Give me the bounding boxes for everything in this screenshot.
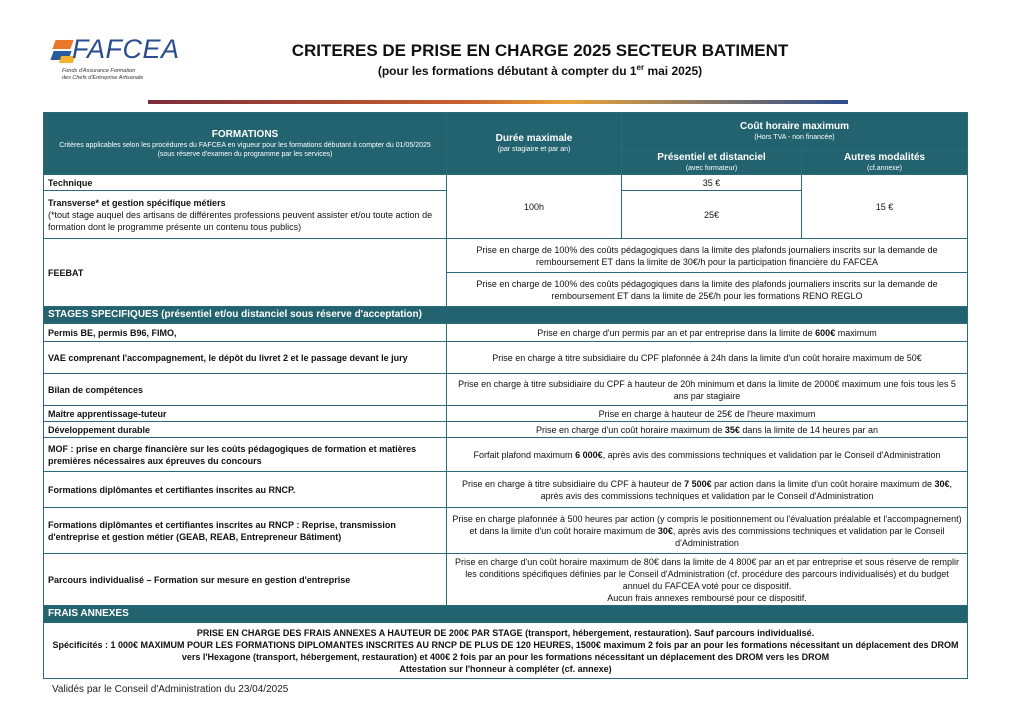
row-label: Parcours individualisé – Formation sur mesure en gestion d'entreprise xyxy=(44,554,447,606)
fafcea-logo xyxy=(52,34,180,86)
table-row xyxy=(44,422,968,438)
header-cout: Coût horaire maximum (Hors TVA - non financée) xyxy=(622,113,968,151)
row-label: Développement durable xyxy=(44,422,447,438)
table-row xyxy=(44,342,968,374)
row-label: Maître apprentissage-tuteur xyxy=(44,406,447,422)
row-label: Transverse* et gestion spécifique métiers (*tout stage auquel des artisans de différentes professions peuvent assister et/ou toute action de formation dont le programme présente un contenu tous publics) xyxy=(44,191,447,239)
table-row xyxy=(44,438,968,472)
table-row xyxy=(44,472,968,508)
section-header xyxy=(44,606,968,623)
row-value: Prise en charge d'un permis par an et par entreprise dans la limite de 600€ maximum xyxy=(447,324,968,342)
cost-value: 35 € xyxy=(622,175,802,191)
autres-value: 15 € xyxy=(802,175,968,239)
header-duree: Durée maximale (par stagiaire et par an) xyxy=(447,113,622,175)
row-label: Bilan de compétences xyxy=(44,374,447,406)
row-label: Formations diplômantes et certifiantes inscrites au RNCP. xyxy=(44,472,447,508)
page-title: CRITERES DE PRISE EN CHARGE 2025 SECTEUR BATIMENT xyxy=(291,41,789,60)
row-value: Prise en charge à titre subsidiaire du CPF plafonnée à 24h dans la limite d'un coût horaire maximum de 50€ xyxy=(447,342,968,374)
row-value: Prise en charge d'un coût horaire maximum de 35€ dans la limite de 14 heures par an xyxy=(447,422,968,438)
row-value: Prise en charge à titre subsidiaire du CPF à hauteur de 20h minimum et dans la limite de 2000€ maximum une fois tous les 5 ans par stagiaire xyxy=(447,374,968,406)
table-row xyxy=(44,324,968,342)
row-label: FEEBAT xyxy=(44,239,447,307)
validation-footer: Validés par le Conseil d'Administration du 23/04/2025 xyxy=(52,684,289,695)
table-row xyxy=(44,554,968,606)
row-label: MOF : prise en charge financière sur les coûts pédagogiques de formation et matières premières nécessaires aux épreuves du concours xyxy=(44,438,447,472)
row-value: Prise en charge plafonnée à 500 heures par action (y compris le positionnement ou l'évaluation préalable et l'accompagnement) et dans la limite d'un coût horaire maximum de 30€, après avis des commissions techniques et validation par le Conseil d'Administration xyxy=(447,508,968,554)
header-formations: FORMATIONS Critères applicables selon les procédures du FAFCEA en vigueur pour les formations débutant à compter du 01/05/2025 (sous réserve d'examen du programme par les services) xyxy=(44,113,447,175)
table-row xyxy=(44,374,968,406)
color-divider xyxy=(148,100,848,104)
section-title: FRAIS ANNEXES xyxy=(44,606,968,623)
duree-value: 100h xyxy=(447,175,622,239)
row-value: Prise en charge d'un coût horaire maximum de 80€ dans la limite de 4 800€ par an et par entreprise et sous réserve de remplir les conditions spécifiques définies par le Conseil d'Administration (cf. procédure des parcours individualisés) et du budget annuel du FAFCEA voté pour ce dispositif. Aucun frais annexes remboursé pour ce dispositif. xyxy=(447,554,968,606)
row-label: Permis BE, permis B96, FIMO, xyxy=(44,324,447,342)
logo-tagline: Fonds d'Assurance Formation des Chefs d'Entreprise Artisanale xyxy=(62,68,144,81)
table-header-row xyxy=(44,113,968,151)
table-row xyxy=(44,508,968,554)
table-row xyxy=(44,406,968,422)
table-row xyxy=(44,239,968,273)
logo-mark xyxy=(52,40,73,49)
page-subtitle: (pour les formations débutant à compter du 1er mai 2025) xyxy=(377,63,703,78)
criteria-table xyxy=(43,112,968,679)
header-autres: Autres modalités (cf.annexe) xyxy=(802,151,968,175)
section-title: STAGES SPECIFIQUES (présentiel et/ou distanciel sous réserve d'acceptation) xyxy=(44,307,968,324)
header-presentiel: Présentiel et distanciel (avec formateur) xyxy=(622,151,802,175)
row-label: VAE comprenant l'accompagnement, le dépôt du livret 2 et le passage devant le jury xyxy=(44,342,447,374)
row-value: Prise en charge de 100% des coûts pédagogiques dans la limite des plafonds journaliers inscrits sur la demande de remboursement ET dans la limite de 25€/h pour les formations RENO REGLO xyxy=(447,273,968,307)
row-value: Prise en charge de 100% des coûts pédagogiques dans la limite des plafonds journaliers inscrits sur la demande de remboursement ET dans la limite de 30€/h pour la participation financière du FAFCEA xyxy=(447,239,968,273)
row-label: Technique xyxy=(44,175,447,191)
cost-value: 25€ xyxy=(622,191,802,239)
table-row xyxy=(44,175,968,191)
row-value: Forfait plafond maximum 6 000€, après avis des commissions techniques et validation par le Conseil d'Administration xyxy=(447,438,968,472)
row-value: Prise en charge à titre subsidiaire du CPF à hauteur de 7 500€ par action dans la limite d'un coût horaire maximum de 30€, après avis des commissions techniques et validation par le Conseil d'Administration xyxy=(447,472,968,508)
row-label: Formations diplômantes et certifiantes inscrites au RNCP : Reprise, transmission d'entreprise et gestion métier (GEAB, REAB, Entrepreneur Bâtiment) xyxy=(44,508,447,554)
row-value: Prise en charge à hauteur de 25€ de l'heure maximum xyxy=(447,406,968,422)
frais-annexes-text: PRISE EN CHARGE DES FRAIS ANNEXES A HAUTEUR DE 200€ PAR STAGE (transport, hébergement, restauration). Sauf parcours individualisé. Spécificités : 1 000€ MAXIMUM POUR LES FORMATIONS DIPLOMANTES INSCRITES AU RNCP DE PLUS DE 120 HEURES, 1500€ maximum 2 fois par an pour les formations nécessitant un déplacement des DROM vers l'Hexagone (transport, hébergement, restauration) et 400€ 2 fois par an pour les formations nécessitant un déplacement des DROM vers les DROM Attestation sur l'honneur à compléter (cf. annexe) xyxy=(44,623,968,679)
table-row xyxy=(44,623,968,679)
section-header xyxy=(44,307,968,324)
logo-wordmark: FAFCEA xyxy=(72,34,180,64)
